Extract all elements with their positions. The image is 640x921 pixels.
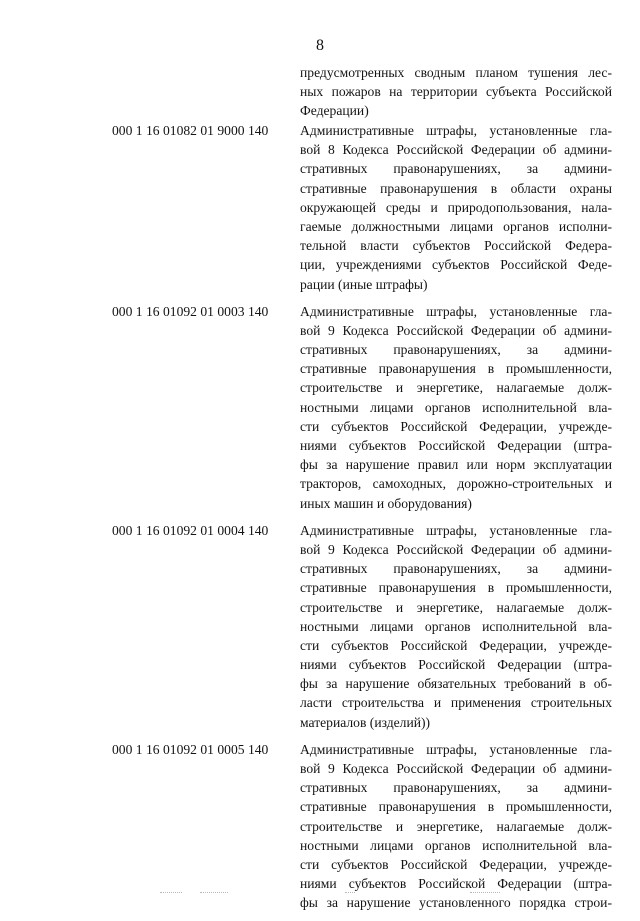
- description-line: ностными лицами органов исполнительной вла-: [300, 618, 612, 634]
- description-line: Административные штрафы, установленные гла-: [300, 741, 612, 757]
- description-line: строительстве и энергетике, налагаемые долж-: [300, 818, 612, 834]
- table-row: [0, 121, 640, 294]
- scan-dot-mark: [160, 892, 182, 894]
- description-line: материалов (изделий)): [300, 714, 431, 730]
- description-line: ции, учреждениями субъектов Российской Феде-: [300, 257, 612, 273]
- description-line: строительстве и энергетике, налагаемые долж-: [300, 380, 612, 396]
- description-line: вой 9 Кодекса Российской Федерации об админи-: [300, 541, 612, 557]
- table-row: [0, 740, 640, 913]
- description-line: гаемые должностными лицами органов исполни-: [300, 218, 612, 234]
- continuation-text: [300, 63, 612, 121]
- description-line: стративных правонарушениях, за админи-: [300, 561, 612, 577]
- description-line: сти субъектов Российской Федерации, учрежде-: [300, 856, 612, 872]
- table-row: [0, 521, 640, 732]
- continuation-line: предусмотренных сводным планом тушения лес-: [300, 65, 612, 80]
- page-number: 8: [316, 37, 324, 54]
- description-line: ниями субъектов Российской Федерации (штра-: [300, 876, 612, 892]
- scan-dot-mark: [200, 892, 228, 894]
- description-line: стративные правонарушения в промышленности,: [300, 799, 612, 815]
- description-line: стративные правонарушения в промышленности,: [300, 580, 612, 596]
- description-line: сти субъектов Российской Федерации, учрежде-: [300, 637, 612, 653]
- budget-code: 000 1 16 01092 01 0005 140: [112, 741, 269, 757]
- description-line: рации (иные штрафы): [300, 276, 428, 292]
- budget-code: 000 1 16 01092 01 0003 140: [112, 303, 269, 319]
- budget-code: 000 1 16 01092 01 0004 140: [112, 522, 269, 538]
- description-line: вой 8 Кодекса Российской Федерации об админи-: [300, 142, 612, 158]
- description-line: стративные правонарушения в промышленности,: [300, 361, 612, 377]
- description-line: вой 9 Кодекса Российской Федерации об админи-: [300, 761, 612, 776]
- entry-description: [300, 521, 612, 732]
- description-line: фы за нарушение правил или норм эксплуатации: [300, 457, 612, 473]
- continuation-line: ных пожаров на территории субъекта Российской: [300, 84, 612, 100]
- scan-dot-mark: [345, 892, 355, 894]
- description-line: фы за нарушение обязательных требований в об-: [300, 676, 612, 692]
- description-line: Административные штрафы, установленные гла-: [300, 522, 612, 538]
- description-line: стративных правонарушениях, за админи-: [300, 780, 612, 796]
- description-line: стративных правонарушениях, за админи-: [300, 161, 612, 177]
- description-line: ностными лицами органов исполнительной вла-: [300, 837, 612, 853]
- entry-description: [300, 121, 612, 294]
- description-line: фы за нарушение установленного порядка строи-: [300, 895, 612, 911]
- table-row: [0, 302, 640, 513]
- entry-description: [300, 740, 612, 913]
- description-line: вой 9 Кодекса Российской Федерации об админи-: [300, 322, 612, 338]
- description-line: сти субъектов Российской Федерации, учрежде-: [300, 418, 612, 434]
- description-line: Административные штрафы, установленные гла-: [300, 123, 612, 138]
- scan-artifacts: [0, 892, 640, 900]
- description-line: ниями субъектов Российской Федерации (штра-: [300, 657, 612, 673]
- description-line: тракторов, самоходных, дорожно-строительных и: [300, 476, 612, 492]
- description-line: ниями субъектов Российской Федерации (штра-: [300, 438, 612, 453]
- description-line: стративных правонарушениях, за админи-: [300, 342, 612, 358]
- budget-classification-table: [0, 121, 640, 921]
- description-line: тельной власти субъектов Российской Федера-: [300, 238, 612, 254]
- description-line: ностными лицами органов исполнительной вла-: [300, 399, 612, 415]
- budget-code: 000 1 16 01082 01 9000 140: [112, 123, 269, 138]
- description-line: стративные правонарушения в области охраны: [300, 180, 612, 196]
- entry-description: [300, 302, 612, 513]
- scan-dot-mark: [470, 892, 500, 894]
- description-line: окружающей среды и природопользования, нала-: [300, 199, 612, 215]
- description-line: Административные штрафы, установленные гла-: [300, 303, 612, 319]
- description-line: строительстве и энергетике, налагаемые долж-: [300, 599, 612, 615]
- continuation-line: Федерации): [300, 103, 369, 119]
- description-line: ласти строительства и применения строительных: [300, 695, 612, 711]
- description-line: иных машин и оборудования): [300, 495, 472, 511]
